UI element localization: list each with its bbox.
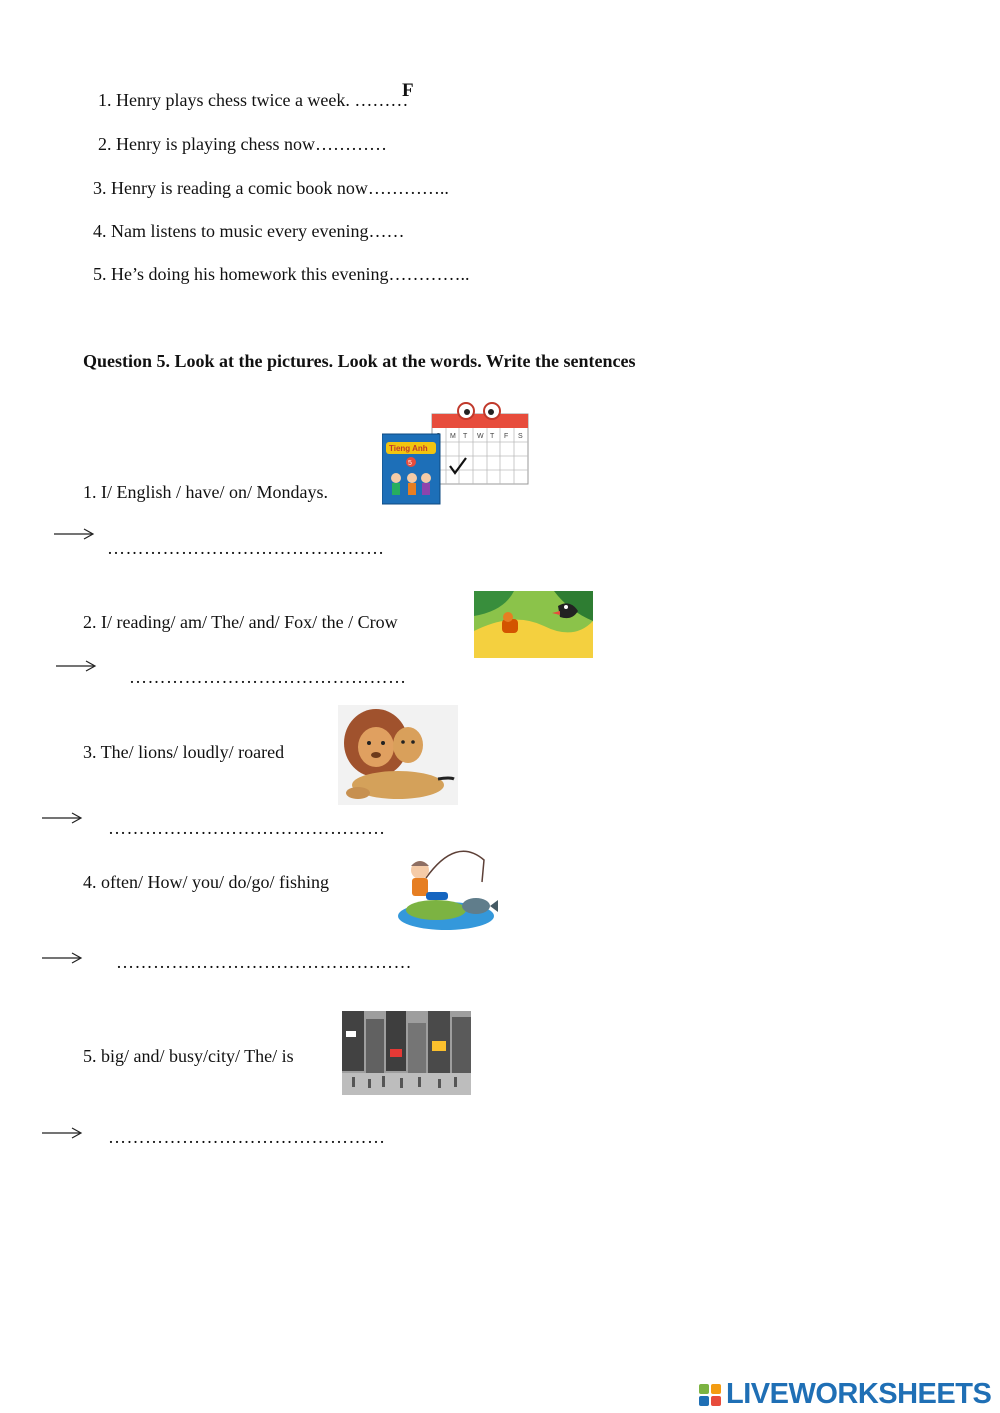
book-title: Tieng Anh [389, 444, 428, 453]
q5-prompt-4: 4. often/ How/ you/ do/go/ fishing [83, 872, 329, 892]
calendar-day-label: F [504, 433, 509, 440]
statement-2: 2. Henry is playing chess now………… [98, 134, 387, 154]
calendar-day-label: T [490, 433, 495, 440]
q5-prompt-2: 2. I/ reading/ am/ The/ and/ Fox/ the / Crow [83, 612, 398, 632]
fox-and-crow-picture [474, 591, 593, 658]
liveworksheets-logo [698, 1378, 991, 1411]
arrow-icon [56, 658, 98, 674]
logo-text: LIVEWORKSHEETS [726, 1378, 992, 1410]
boy-fishing-picture [396, 840, 504, 932]
answer-line-1[interactable]: ……………………………………… [107, 538, 385, 558]
q5-prompt-3: 3. The/ lions/ loudly/ roared [83, 742, 285, 762]
calendar-day-label: T [463, 433, 468, 440]
answer-line-3[interactable]: ……………………………………… [108, 818, 386, 838]
q5-prompt-1: 1. I/ English / have/ on/ Mondays. [83, 482, 328, 502]
book-number: 5 [408, 460, 412, 467]
calendar-day-label: M [450, 433, 456, 440]
answer-f[interactable]: F [402, 80, 414, 101]
q5-prompt-5: 5. big/ and/ busy/city/ The/ is [83, 1046, 294, 1066]
logo-mark-icon [698, 1383, 722, 1407]
busy-city-picture [342, 1011, 471, 1095]
statement-4: 4. Nam listens to music every evening…… [93, 221, 405, 241]
arrow-icon [54, 526, 96, 542]
statement-1: 1. Henry plays chess twice a week. ……… [98, 90, 409, 110]
calendar-day-label: S [518, 433, 523, 440]
answer-line-5[interactable]: ……………………………………… [108, 1127, 386, 1147]
statement-3: 3. Henry is reading a comic book now………….. [93, 178, 449, 198]
question-5-title: Question 5. Look at the pictures. Look at the words. Write the sentences [83, 351, 636, 371]
arrow-icon [42, 950, 84, 966]
arrow-icon [42, 1125, 84, 1141]
answer-line-2[interactable]: ……………………………………… [129, 667, 407, 687]
calendar-day-label: W [477, 433, 484, 440]
arrow-icon [42, 810, 84, 826]
lions-picture [338, 705, 458, 805]
english-book-calendar-picture [382, 398, 532, 506]
answer-line-4[interactable]: ………………………………………… [116, 952, 412, 972]
statement-5: 5. He’s doing his homework this evening………….. [93, 264, 470, 284]
